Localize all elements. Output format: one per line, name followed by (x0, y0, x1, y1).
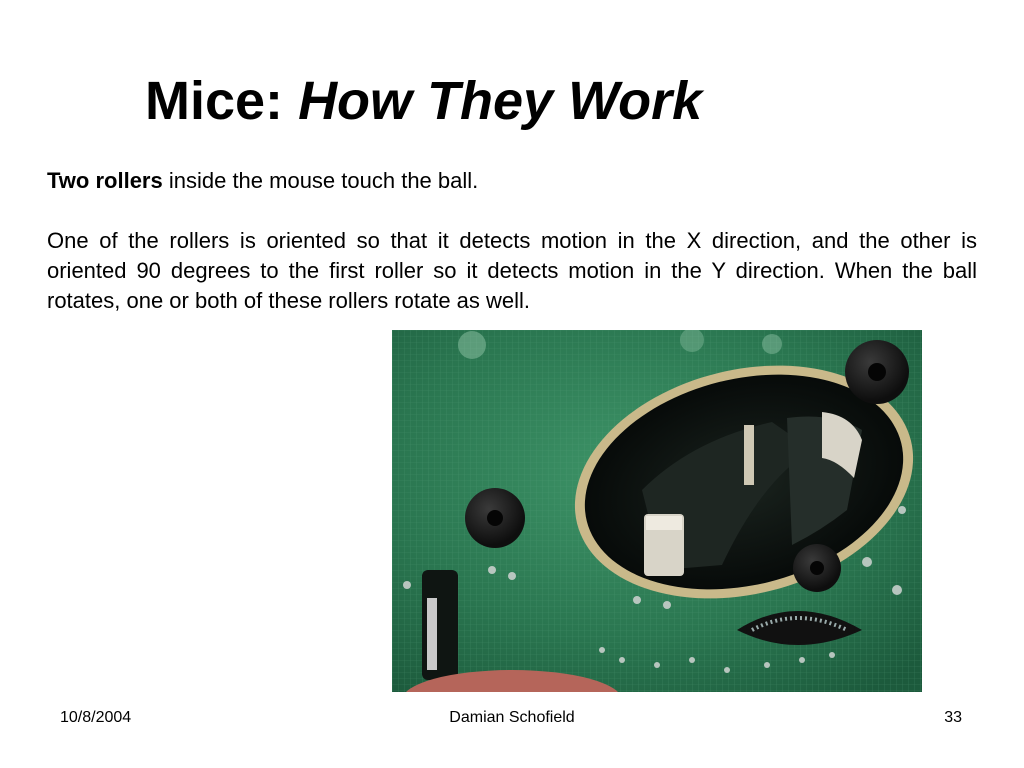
slide-title (145, 66, 702, 136)
slide-body (47, 166, 977, 316)
bold-phrase: Two rollers (47, 168, 163, 193)
mouse-internals-photo (392, 330, 922, 692)
footer-author: Damian Schofield (449, 709, 575, 726)
slide-title-main: Mice: (145, 71, 284, 131)
mouse-internals-illustration (392, 330, 922, 692)
slide-title-italic: How They Work (298, 71, 703, 131)
footer-page-number: 33 (944, 709, 962, 726)
paragraph-text: inside the mouse touch the ball. (162, 168, 479, 193)
paragraph-rollers-intro (47, 166, 977, 196)
footer-date: 10/8/2004 (60, 709, 132, 726)
paragraph-rollers-detail: One of the rollers is oriented so that it detects motion in the X direction, and the other is oriented 90 degrees to the first roller so it detects motion in the Y direction. When the ball rotates, one or both of these rollers rotate as well. (47, 228, 977, 313)
